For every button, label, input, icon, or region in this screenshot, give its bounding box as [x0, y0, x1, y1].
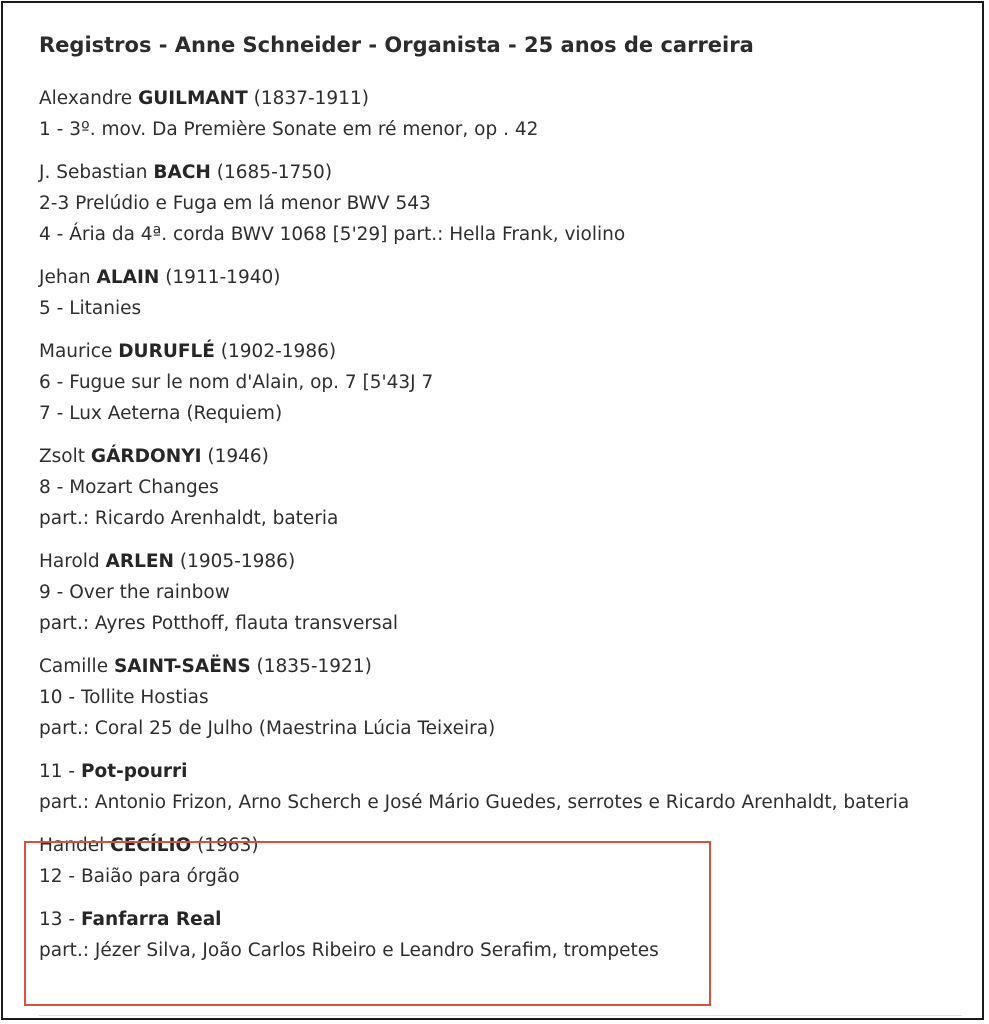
composer-line: [39, 157, 969, 188]
track-text: part.: Jézer Silva, João Carlos Ribeiro e Leandro Serafim, trompetes: [39, 940, 659, 961]
composer-first-name: Jehan: [39, 267, 97, 288]
composer-dates: (1835-1921): [250, 656, 372, 677]
composer-block: [39, 441, 969, 534]
composer-dates: (1902-1986): [214, 341, 337, 362]
document-frame: [1, 1, 984, 1020]
composer-block: [39, 83, 969, 145]
composer-first-name: J. Sebastian: [39, 162, 154, 183]
track-line: [39, 114, 969, 145]
composer-dates: (1685-1750): [210, 162, 333, 183]
track-text: 9 - Over the rainbow: [39, 582, 230, 603]
composer-last-name: ARLEN: [105, 551, 175, 572]
track-line: [39, 188, 969, 219]
highlight-annotation-box: [24, 841, 711, 1006]
composer-block: [39, 336, 969, 429]
bottom-divider: [39, 1015, 962, 1016]
track-text: 4 - Ária da 4ª. corda BWV 1068 [5'29] part.: Hella Frank, violino: [39, 224, 626, 245]
track-text: 1 - 3º. mov. Da Première Sonate em ré menor, op . 42: [39, 119, 539, 140]
track-title-bold: Fanfarra Real: [80, 909, 222, 930]
track-text: part.: Coral 25 de Julho (Maestrina Lúcia Teixeira): [39, 718, 496, 739]
composer-line: [39, 83, 969, 114]
track-text: 7 - Lux Aeterna (Requiem): [39, 403, 283, 424]
composer-last-name: ALAIN: [96, 267, 160, 288]
composer-line: [39, 651, 969, 682]
track-title-bold: Pot-pourri: [80, 761, 188, 782]
track-text: part.: Ricardo Arenhaldt, bateria: [39, 508, 339, 529]
track-line: [39, 503, 969, 534]
track-line: [39, 787, 969, 818]
composer-first-name: Camille: [39, 656, 114, 677]
track-text: 8 - Mozart Changes: [39, 477, 219, 498]
composer-line: [39, 546, 969, 577]
track-text: 12 - Baião para órgão: [39, 866, 240, 887]
track-line: [39, 293, 969, 324]
track-line: [39, 472, 969, 503]
composer-block: [39, 651, 969, 744]
track-text: 2-3 Prelúdio e Fuga em lá menor BWV 543: [39, 193, 431, 214]
composer-last-name: GUILMANT: [138, 88, 248, 109]
track-text: part.: Ayres Potthoff, flauta transversal: [39, 613, 399, 634]
composer-first-name: Harold: [39, 551, 106, 572]
track-line: [39, 577, 969, 608]
composer-last-name: GÁRDONYI: [90, 446, 202, 467]
composer-block: [39, 157, 969, 250]
composer-line: [39, 262, 969, 293]
track-text: 13 -: [39, 909, 81, 930]
composer-dates: (1837-1911): [247, 88, 369, 109]
track-line: [39, 682, 969, 713]
track-line: [39, 367, 969, 398]
track-line: [39, 398, 969, 429]
track-text: part.: Antonio Frizon, Arno Scherch e José Mário Guedes, serrotes e Ricardo Arenhaldt, bateria: [39, 792, 910, 813]
composer-dates: (1911-1940): [159, 267, 281, 288]
composer-block: [39, 546, 969, 639]
track-line: [39, 219, 969, 250]
composer-last-name: CECÍLIO: [110, 835, 192, 856]
track-text: 10 - Tollite Hostias: [39, 687, 209, 708]
composer-last-name: BACH: [153, 162, 211, 183]
composer-dates: (1963): [191, 835, 259, 856]
track-line: [39, 713, 969, 744]
composer-dates: (1946): [201, 446, 269, 467]
track-text: 6 - Fugue sur le nom d'Alain, op. 7 [5'43J 7: [39, 372, 434, 393]
track-line: [39, 608, 969, 639]
composer-first-name: Alexandre: [39, 88, 139, 109]
composer-block: [39, 756, 969, 818]
track-text: 5 - Litanies: [39, 298, 142, 319]
composer-line: [39, 336, 969, 367]
composer-dates: (1905-1986): [174, 551, 296, 572]
composer-line: [39, 441, 969, 472]
composer-first-name: Handel: [39, 835, 111, 856]
track-line: [39, 756, 969, 787]
composer-block: [39, 262, 969, 324]
track-text: 11 -: [39, 761, 81, 782]
composer-first-name: Maurice: [39, 341, 119, 362]
composer-first-name: Zsolt: [39, 446, 91, 467]
composer-last-name: DURUFLÉ: [118, 341, 215, 362]
composer-last-name: SAINT-SAËNS: [113, 656, 251, 677]
page-title: Registros - Anne Schneider - Organista - 25 anos de carreira: [39, 33, 754, 57]
